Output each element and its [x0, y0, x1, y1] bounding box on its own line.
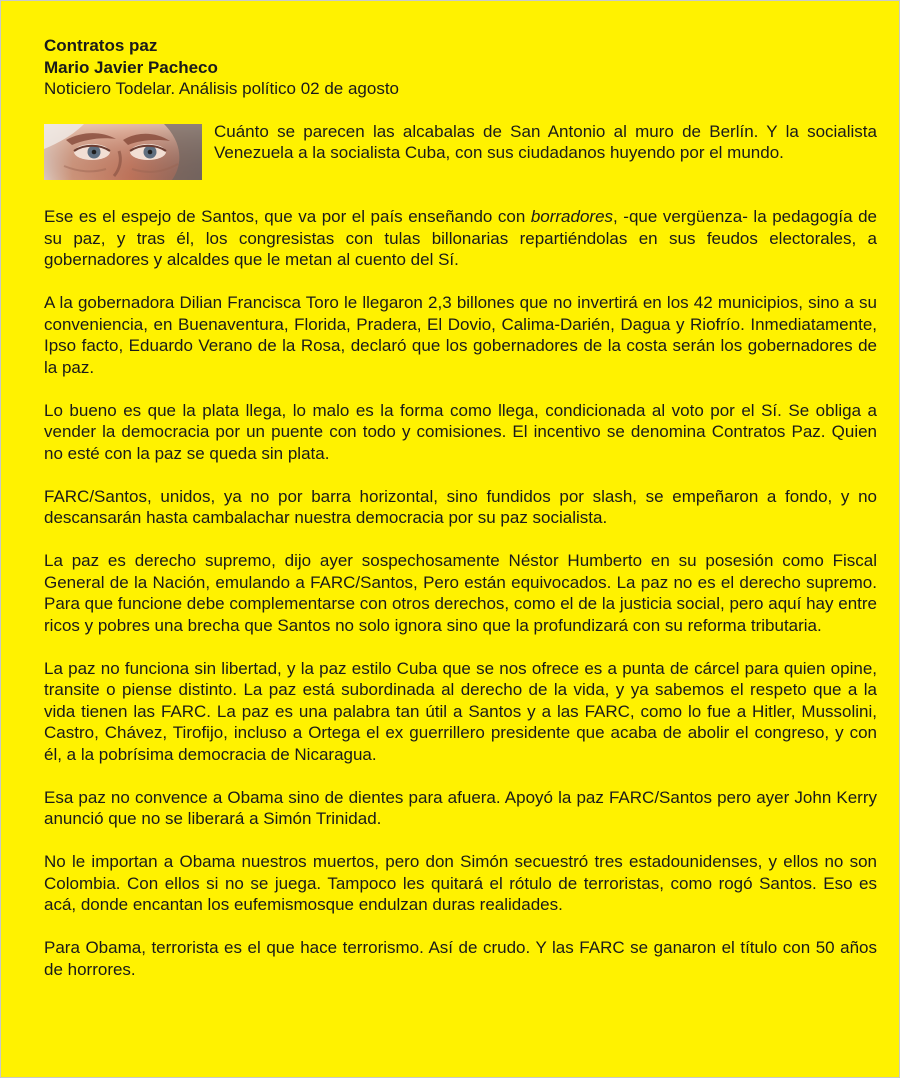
intro-block: [44, 121, 877, 185]
article-source: Noticiero Todelar. Análisis político 02 de agosto: [44, 79, 400, 98]
paragraph-farc-santos: FARC/Santos, unidos, ya no por barra horizontal, sino fundidos por slash, se empeñaron a fondo, y no descansarán hasta cambalachar nuestra democracia por su paz socialista.: [44, 486, 877, 527]
paragraph-espejo-start: Ese es el espejo de Santos, que va por el país enseñando con: [44, 207, 531, 226]
paragraph-obama: Esa paz no convence a Obama sino de dientes para afuera. Apoyó la paz FARC/Santos pero ayer John Kerry anunció que no se liberará a Simón Trinidad.: [44, 787, 877, 828]
paragraph-espejo-end: , -que vergüenza- la pedagogía de su paz, y tras él, los congresistas con tulas billonarias repartiéndolas en sus feudos electorales, a gobernadores y alcaldes que le metan al cuento del Sí.: [44, 207, 877, 269]
intro-paragraph: Cuánto se parecen las alcabalas de San Antonio al muro de Berlín. Y la socialista Venezuela a la socialista Cuba, con sus ciudadanos huyendo por el mundo.: [214, 121, 877, 162]
paragraph-plata: Lo bueno es que la plata llega, lo malo es la forma como llega, condicionada al voto por el Sí. Se obliga a vender la democracia por un puente con todo y comisiones. El incentivo se denomina Contratos Paz. Quien no esté con la paz se queda sin plata.: [44, 400, 877, 463]
paragraph-gobernadora: A la gobernadora Dilian Francisca Toro le llegaron 2,3 billones que no invertirá en los 42 municipios, sino a su conveniencia, en Buenaventura, Florida, Pradera, El Dovio, Calima-Darién, Dagua y Riofrío. Inmediatamente, Ipso facto, Eduardo Verano de la Rosa, declaró que los gobernadores de la costa serán los gobernadores de la paz.: [44, 293, 877, 377]
author-portrait: [44, 124, 202, 180]
paragraph-terrorista: Para Obama, terrorista es el que hace terrorismo. Así de crudo. Y las FARC se ganaron el título con 50 años de horrores.: [44, 938, 877, 979]
article-content: [44, 35, 877, 980]
article-author: Mario Javier Pacheco: [44, 57, 218, 77]
author-portrait-icon: [44, 124, 202, 180]
paragraph-muertos: No le importan a Obama nuestros muertos, pero don Simón secuestró tres estadounidenses, y ellos no son Colombia. Con ellos si no se juega. Tampoco les quitará el rótulo de terroristas, como rogó Santos. Eso es acá, donde encantan los eufemismosque endulzan duras realidades.: [44, 852, 877, 914]
paragraph-espejo: [44, 206, 877, 271]
italic-borradores: borradores: [530, 207, 614, 226]
article-title: Contratos paz: [44, 36, 158, 55]
paragraph-derecho-supremo: La paz es derecho supremo, dijo ayer sospechosamente Néstor Humberto en su posesión como Fiscal General de la Nación, emulando a FARC/Santos, Pero están equivocados. La paz no es el derecho supremo. Para que funcione debe complementarse con otros derechos, como el de la justicia social, pero aquí hay entre ricos y pobres una brecha que Santos no solo ignora sino que la profundizará con su reforma tributaria.: [44, 551, 877, 635]
paragraph-libertad: La paz no funciona sin libertad, y la paz estilo Cuba que se nos ofrece es a punta de cárcel para quien opine, transite o piense distinto. La paz está subordinada al derecho de la vida, y ya sabemos el respeto que a la vida tienen las FARC. La paz es una palabra tan útil a Santos y a las FARC, como lo fue a Hitler, Mussolini, Castro, Chávez, Tirofijo, incluso a Ortega el ex guerrillero presidente que acaba de abolir el congreso, y con él, a la pobrísima democracia de Nicaragua.: [44, 658, 877, 764]
